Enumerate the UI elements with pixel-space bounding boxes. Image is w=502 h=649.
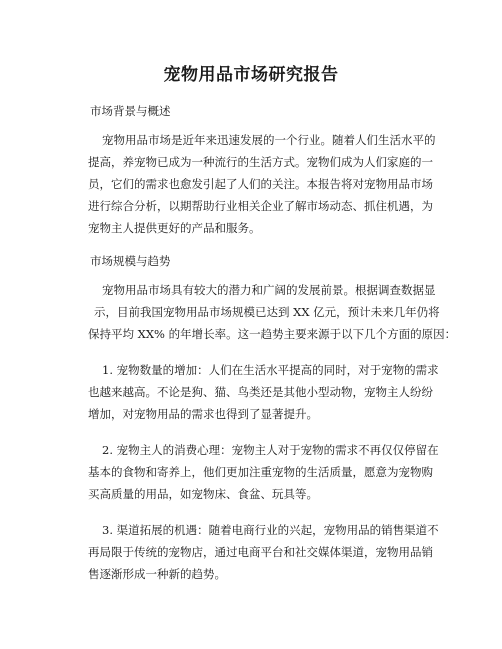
text-line: 基本的食物和寄养上，他们更加注重宠物的生活质量，愿意为宠物购 (88, 465, 433, 479)
text-line: 宠物用品市场是近年来迅速发展的一个行业。随着人们生活水平的 (102, 133, 436, 147)
text-line: 售逐渐形成一种新的趋势。 (88, 567, 226, 581)
text-line: 3. 渠道拓展的机遇：随着电商行业的兴起，宠物用品的销售渠道不 (102, 523, 439, 537)
text-line: 进行综合分析，以期帮助行业相关企业了解市场动态、抓住机遇，为 (88, 199, 433, 213)
list-item-channel-expansion (88, 519, 439, 585)
text-line: 增加，对宠物用品的需求也得到了显著提升。 (88, 407, 318, 421)
text-line: 1. 宠物数量的增加：人们在生活水平提高的同时，对于宠物的需求 (102, 363, 439, 377)
text-line: 员，它们的需求也愈发引起了人们的关注。本报告将对宠物用品市场 (88, 177, 433, 191)
document-title: 宠物用品市场研究报告 (163, 65, 339, 85)
list-item-consumer-psychology (88, 439, 439, 505)
text-line: 再局限于传统的宠物店，通过电商平台和社交媒体渠道，宠物用品销 (88, 545, 433, 559)
text-line: 提高，养宠物已成为一种流行的生活方式。宠物们成为人们家庭的一 (88, 155, 433, 169)
text-line: 也越来越高。不论是狗、猫、鸟类还是其他小型动物，宠物主人纷纷 (88, 385, 433, 399)
text-line: 宠物主人提供更好的产品和服务。 (88, 221, 261, 235)
section-heading-market-size: 市场规模与趋势 (90, 254, 171, 268)
section-paragraph-background (88, 129, 436, 239)
text-line: 宠物用品市场具有较大的潜力和广阔的发展前景。根据调查数据显 (102, 283, 436, 297)
list-item-pet-count (88, 359, 439, 425)
text-line: 买高质量的用品，如宠物床、食盆、玩具等。 (88, 487, 318, 501)
text-line: 保持平均 XX% 的年增长率。这一趋势主要来源于以下几个方面的原因： (88, 327, 457, 341)
section-heading-background: 市场背景与概述 (90, 104, 171, 118)
text-line: 示，目前我国宠物用品市场规模已达到 XX 亿元，预计未来几年仍将 (94, 305, 440, 319)
text-line: 2. 宠物主人的消费心理：宠物主人对于宠物的需求不再仅仅停留在 (102, 443, 439, 457)
section-paragraph-market-size (88, 279, 457, 345)
